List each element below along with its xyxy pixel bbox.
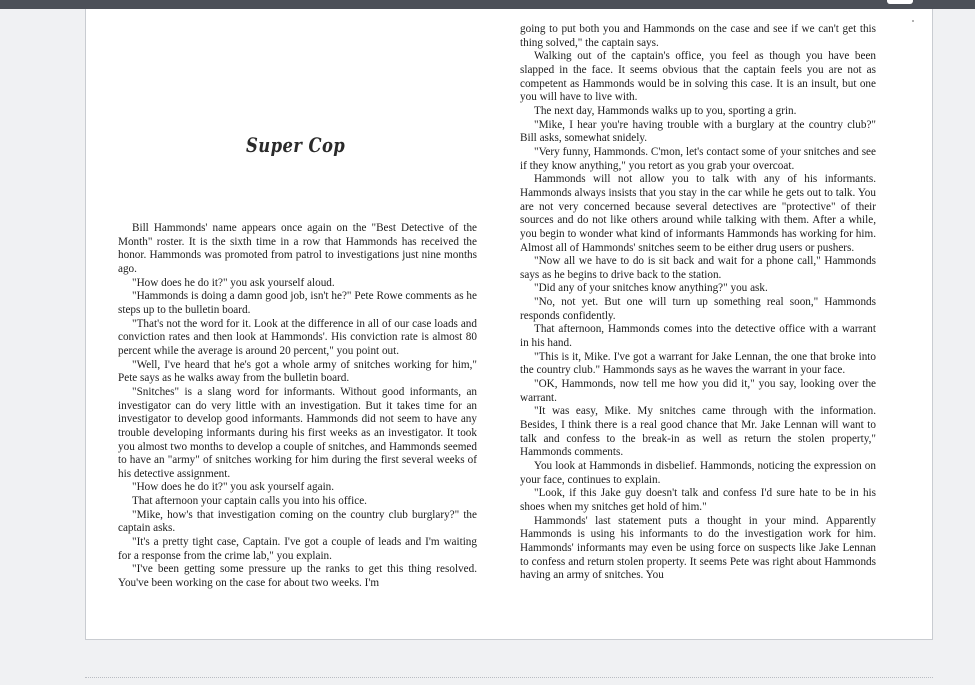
paragraph: That afternoon, Hammonds comes into the detective office with a warrant in his hand. bbox=[520, 323, 876, 350]
paragraph: "Well, I've heard that he's got a whole army of snitches working for him," Pete says as he walks away from the bulletin board. bbox=[118, 358, 477, 385]
paragraph: "Very funny, Hammonds. C'mon, let's contact some of your snitches and see if they know anything," you retort as you grab your overcoat. bbox=[520, 145, 876, 172]
paragraph: "Mike, how's that investigation coming on the country club burglary?" the captain asks. bbox=[118, 508, 477, 535]
paragraph: "OK, Hammonds, now tell me how you did it," you say, looking over the warrant. bbox=[520, 378, 876, 404]
paragraph: "I've been getting some pressure up the ranks to get this thing resolved. You've been working on the case for about two weeks. I'm bbox=[118, 563, 477, 590]
paragraph: "How does he do it?" you ask yourself aloud. bbox=[132, 276, 335, 289]
paragraph: "Look, if this Jake guy doesn't talk and confess I'd sure hate to be in his shoes when my snitches get hold of him." bbox=[520, 487, 876, 513]
left-text-column bbox=[118, 222, 477, 591]
paragraph: "This is it, Mike. I've got a warrant for Jake Lennan, the one that broke into the country club." Hammonds says as he waves the warrant in your face. bbox=[520, 350, 876, 377]
paragraph: "It's a pretty tight case, Captain. I've got a couple of leads and I'm waiting for a response from the crime lab," you explain. bbox=[118, 536, 477, 562]
viewer-toolbar bbox=[0, 0, 975, 9]
paragraph: "Hammonds is doing a damn good job, isn't he?" Pete Rowe comments as he steps up to the bulletin board. bbox=[118, 290, 477, 316]
paragraph: "Did any of your snitches know anything?" you ask. bbox=[534, 282, 768, 295]
paragraph: "It was easy, Mike. My snitches came through with the information. Besides, I think there is a real good chance that Mr. Jake Lennan will want to talk and confess to the break-in as well as return the stolen property," Hammonds comments. bbox=[520, 405, 876, 459]
paragraph: You look at Hammonds in disbelief. Hammonds, noticing the expression on your face, continues to explain. bbox=[520, 460, 876, 486]
page-separator bbox=[85, 677, 933, 678]
paragraph: Bill Hammonds' name appears once again on the "Best Detective of the Month" roster. It is the sixth time in a row that Hammonds has received the honor. Hammonds was promoted from patrol to investigations just nine months ago. bbox=[118, 222, 477, 275]
right-text-column bbox=[520, 23, 876, 583]
paragraph: "How does he do it?" you ask yourself again. bbox=[132, 481, 335, 494]
paragraph: "Now all we have to do is sit back and wait for a phone call," Hammonds says as he begins to drive back to the station. bbox=[520, 255, 876, 281]
paragraph: "No, not yet. But one will turn up something real soon," Hammonds responds confidently. bbox=[520, 296, 876, 322]
paragraph: Hammonds' last statement puts a thought in your mind. Apparently Hammonds is using his informants to do the investigation work for him. Hammonds' informants may even be using force on suspects like Jake Lennan to confess and return stolen property. It seems Pete was right about Hammonds having an army of snitches. You bbox=[520, 514, 876, 582]
paragraph: "Snitches" is a slang word for informants. Without good informants, an investigator can do very little with an investigation. But it takes time for an investigator to develop good informants. Hammonds did not seem to have any trouble developing informants during his first weeks as an investigator. It took you almost two months to develop a couple of snitches, and Hammonds seemed to have an "army" of snitches working for him during the first several weeks of his detective assignment. bbox=[118, 385, 477, 480]
paragraph: Walking out of the captain's office, you feel as though you have been slapped in the face. It seems obvious that the captain feels you are not as competent as Hammonds would be in solving this case. It is an insult, but one you will have to live with. bbox=[520, 50, 876, 104]
chapter-title: Super Cop bbox=[246, 133, 346, 157]
paragraph: "Mike, I hear you're having trouble with a burglary at the country club?" Bill asks, somewhat snidely. bbox=[520, 118, 876, 145]
paragraph: "That's not the word for it. Look at the difference in all of our case loads and conviction rates and then look at Hammonds'. His conviction rate is almost 80 percent while the average is around 20 percent," you point out. bbox=[118, 317, 477, 357]
toolbar-button[interactable] bbox=[887, 0, 913, 4]
paragraph: That afternoon your captain calls you into his office. bbox=[132, 495, 367, 508]
scan-speck bbox=[912, 20, 914, 22]
paragraph-continued: going to put both you and Hammonds on the case and see if we can't get this thing solved," the captain says. bbox=[520, 23, 876, 49]
paragraph: Hammonds will not allow you to talk with any of his informants. Hammonds always insists that you stay in the car while he gets out to talk. You are not very concerned because several detectives are "protective" of their sources and do not like others around while talking with them. After a while, you begin to wonder what kind of informants Hammonds has working for him. Almost all of Hammonds' snitches seem to be either drug users or pushers. bbox=[520, 173, 876, 254]
paragraph: The next day, Hammonds walks up to you, sporting a grin. bbox=[534, 104, 797, 117]
